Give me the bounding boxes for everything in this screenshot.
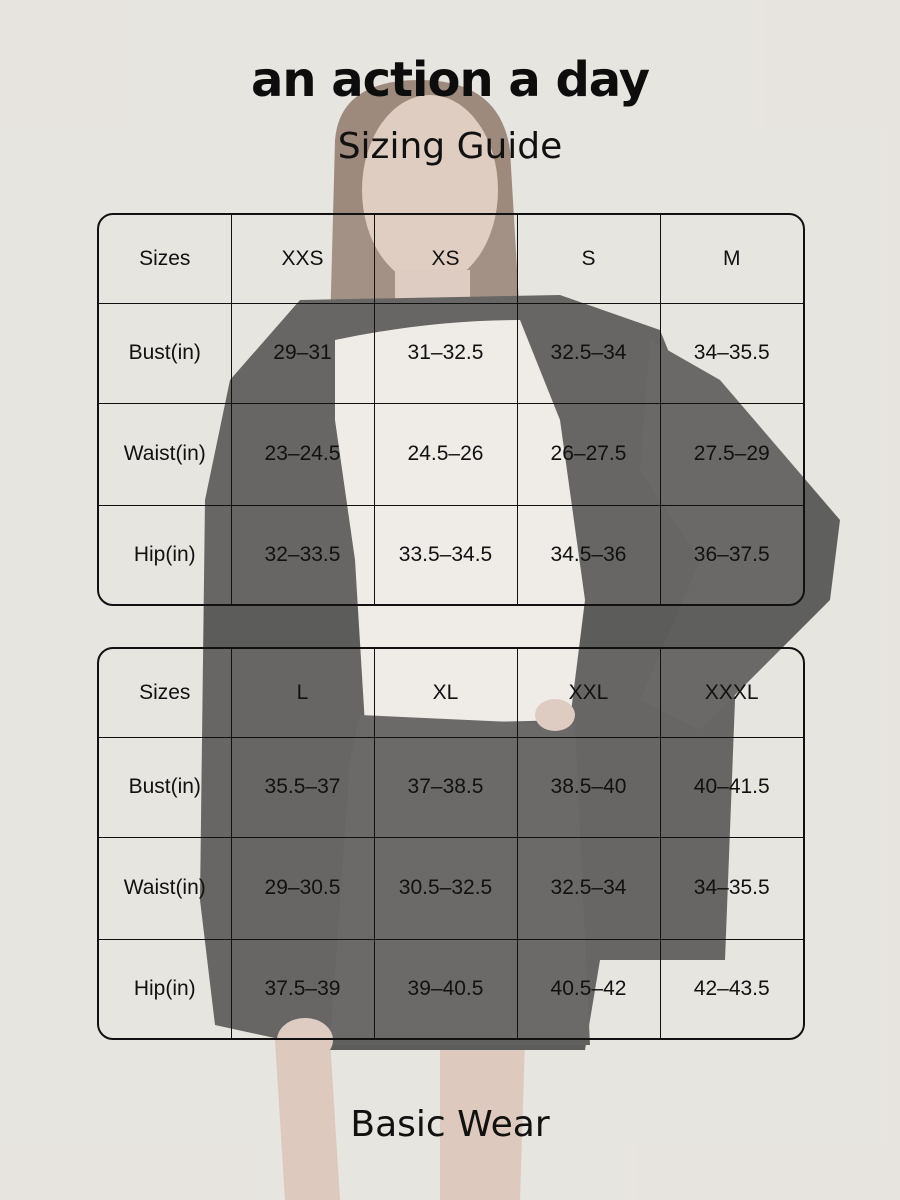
size-chart-table-large (97, 647, 805, 1040)
table-header-row (99, 649, 803, 737)
row-label-cell: Hip(in) (99, 505, 231, 604)
measurement-cell: 36–37.5 (660, 505, 803, 604)
size-header-cell: XXL (517, 649, 660, 737)
size-header-cell: XXXL (660, 649, 803, 737)
measurement-cell: 24.5–26 (374, 403, 517, 505)
measurement-cell: 26–27.5 (517, 403, 660, 505)
row-label-cell: Hip(in) (99, 939, 231, 1038)
table-row-waist (99, 837, 803, 939)
size-header-cell: XS (374, 215, 517, 303)
size-header-cell: S (517, 215, 660, 303)
size-header-cell: XL (374, 649, 517, 737)
measurement-cell: 32–33.5 (231, 505, 374, 604)
row-label-cell: Waist(in) (99, 403, 231, 505)
measurement-cell: 35.5–37 (231, 737, 374, 837)
measurement-cell: 38.5–40 (517, 737, 660, 837)
row-label-cell: Bust(in) (99, 737, 231, 837)
measurement-cell: 37.5–39 (231, 939, 374, 1038)
measurement-cell: 32.5–34 (517, 303, 660, 403)
measurement-cell: 29–30.5 (231, 837, 374, 939)
measurement-cell: 29–31 (231, 303, 374, 403)
header-label-cell: Sizes (99, 215, 231, 303)
measurement-cell: 40.5–42 (517, 939, 660, 1038)
measurement-cell: 42–43.5 (660, 939, 803, 1038)
table-row-hip (99, 505, 803, 604)
measurement-cell: 27.5–29 (660, 403, 803, 505)
size-header-cell: L (231, 649, 374, 737)
table-row-bust (99, 737, 803, 837)
header-label-cell: Sizes (99, 649, 231, 737)
table-header-row (99, 215, 803, 303)
table-row-waist (99, 403, 803, 505)
table-row-bust (99, 303, 803, 403)
measurement-cell: 34.5–36 (517, 505, 660, 604)
size-header-cell: XXS (231, 215, 374, 303)
page-title: Sizing Guide (337, 126, 563, 167)
measurement-cell: 32.5–34 (517, 837, 660, 939)
measurement-cell: 39–40.5 (374, 939, 517, 1038)
measurement-cell: 34–35.5 (660, 837, 803, 939)
measurement-cell: 37–38.5 (374, 737, 517, 837)
measurement-cell: 34–35.5 (660, 303, 803, 403)
brand-logo: an action a day (250, 52, 650, 108)
measurement-cell: 31–32.5 (374, 303, 517, 403)
size-chart-table-small (97, 213, 805, 606)
row-label-cell: Waist(in) (99, 837, 231, 939)
measurement-cell: 30.5–32.5 (374, 837, 517, 939)
table-row-hip (99, 939, 803, 1038)
collection-label: Basic Wear (350, 1104, 550, 1145)
size-header-cell: M (660, 215, 803, 303)
measurement-cell: 33.5–34.5 (374, 505, 517, 604)
measurement-cell: 40–41.5 (660, 737, 803, 837)
row-label-cell: Bust(in) (99, 303, 231, 403)
measurement-cell: 23–24.5 (231, 403, 374, 505)
